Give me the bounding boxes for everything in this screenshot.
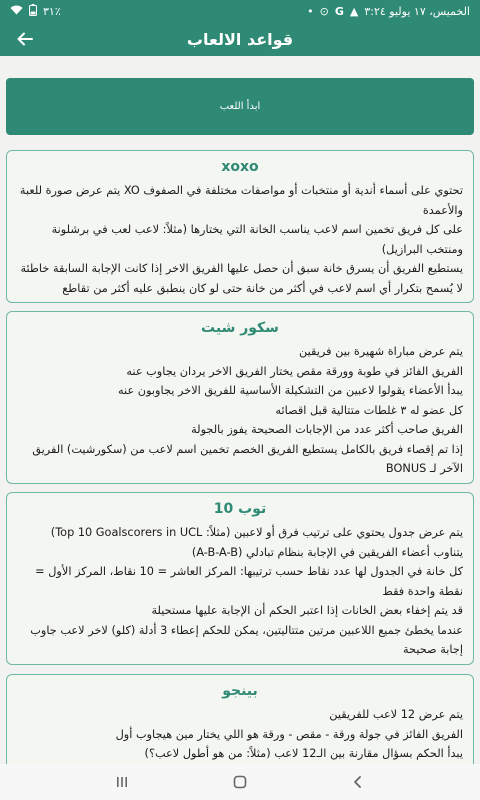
rule-line: يبدأ الحكم بسؤال مقارنة بين الـ12 لاعب (مثلاً: من هو أطول لاعب؟) [144, 747, 463, 760]
rules-card-scoresheet [6, 311, 474, 484]
rule-line: لا يُسمح بتكرار أي اسم لاعب في أكثر من خانة حتى لو كان ينطبق عليه أكثر من تقاطع [62, 281, 463, 295]
rules-list[interactable] [0, 56, 480, 764]
battery-percent: ٣١٪ [43, 4, 61, 18]
rules-card-top10 [6, 492, 474, 665]
home-button[interactable] [226, 768, 254, 796]
rule-line: قد يتم إخفاء بعض الخانات إذا اعتبر الحكم أن الإجابة عليها مستحيلة [151, 604, 463, 617]
rule-line: كل عضو له ٣ غلطات متتالية قبل اقصائه [275, 403, 463, 417]
arrow-back-icon [16, 30, 34, 48]
wifi-icon [10, 5, 23, 17]
rule-line: يتم عرض جدول يحتوي على ترتيب فرق أو لاعبين (مثلاً: Top 10 Goalscorers in UCL) [50, 526, 463, 539]
system-nav-bar [0, 764, 480, 800]
rule-line: يتم عرض مباراة شهيرة بين فريقين [299, 345, 463, 358]
card-title: xoxo [221, 159, 259, 175]
status-left [307, 5, 470, 18]
card-title: بينجو [222, 683, 258, 699]
home-icon [233, 775, 247, 789]
rules-card-bingo [6, 674, 474, 764]
google-icon: G [334, 4, 344, 18]
rule-line: الفريق الفائز في جولة ورقة - مقص - ورقة هو اللي يختار مين هيجاوب أول [115, 727, 463, 741]
page-title: قواعد الالعاب [186, 29, 294, 49]
notification-icon: ▲ [349, 4, 359, 18]
rule-line: تحتوي على أسماء أندية أو منتخبات أو مواصفات مختلفة في الصفوف XO يتم عرض صورة للعبة والأعمدة [19, 184, 463, 217]
recents-button[interactable] [108, 768, 136, 796]
chevron-left-icon [351, 775, 365, 789]
start-game-label: ابدأ اللعب [219, 101, 261, 112]
alert-icon: ⊙ [319, 4, 329, 18]
rule-line: الفريق صاحب أكثر عدد من الإجابات الصحيحة يفوز بالجولة [191, 423, 463, 436]
back-nav-button[interactable] [344, 768, 372, 796]
rule-line: يستطيع الفريق أن يسرق خانة سبق أن حصل عليها الفريق الاخر إذا كانت الإجابة السابقة خاطئة [20, 262, 463, 275]
recents-icon [115, 775, 129, 789]
rule-line: عندما يخطئ جميع اللاعبين مرتين متتاليتين، يمكن للحكم إعطاء 3 أدلة (كلو) لاخر لاعب جاوب إجابة صحيحة [30, 623, 463, 656]
battery-icon [29, 4, 37, 18]
rules-card-xoxo [6, 150, 474, 303]
rule-line: يتم عرض 12 لاعب للفريقين [329, 708, 463, 721]
card-title: سكور شيت [201, 320, 279, 336]
rule-line: يبدأ الأعضاء يقولوا لاعبين من التشكيلة الأساسية للفريق الاخر يجاوبون عنه [117, 384, 463, 397]
dot-icon: • [307, 4, 314, 18]
back-button[interactable] [12, 26, 38, 52]
start-game-button[interactable] [6, 78, 474, 135]
rule-line: يتناوب أعضاء الفريقين في الإجابة بنظام تبادلي (A-B-A-B) [191, 545, 463, 559]
status-datetime: الخميس، ١٧ يوليو ٣:٢٤ [364, 4, 470, 18]
status-bar [0, 0, 480, 22]
rule-line: إذا تم إقصاء فريق بالكامل يستطيع الفريق الخصم تخمين اسم لاعب من (سكورشيت) الفريق الآخر لـ BONUS [32, 442, 463, 475]
app-bar [0, 22, 480, 56]
rule-line: الفريق الفائز في طوبة وورقة مقص يختار الفريق الاخر يردان يجاوب عنه [126, 364, 463, 378]
rule-line: على كل فريق تخمين اسم لاعب يناسب الخانة التي يختارها (مثلاً: لاعب لعب في برشلونة ومنتخب البرازيل) [51, 223, 463, 256]
card-title: توب 10 [213, 501, 267, 517]
status-right [10, 4, 61, 18]
rule-line: كل خانة في الجدول لها عدد نقاط حسب ترتيبها: المركز العاشر = 10 نقاط، المركز الأول = نقطة واحدة فقط [35, 565, 463, 598]
